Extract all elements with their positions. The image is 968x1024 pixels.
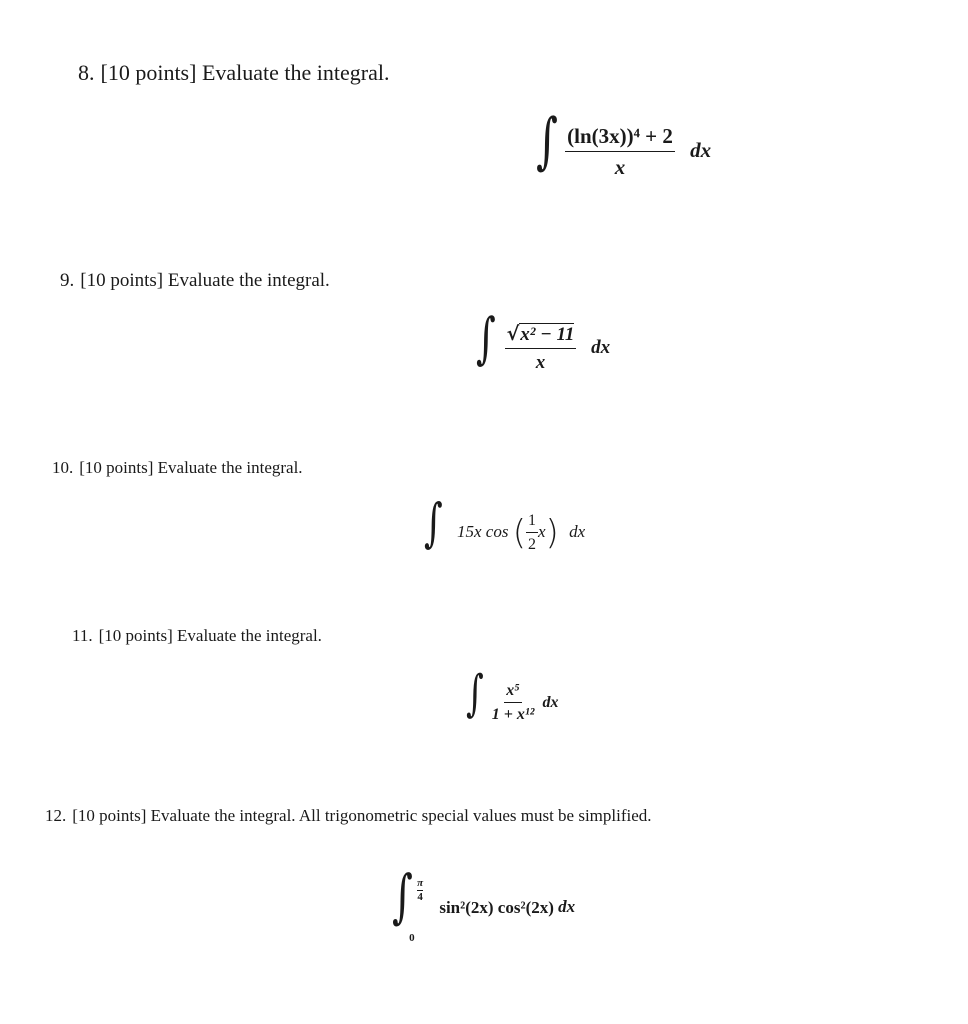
denominator: 2 — [528, 536, 536, 554]
integral-expression-11 — [466, 665, 559, 724]
integral-expression-10 — [424, 493, 586, 554]
upper-limit-numerator: π — [417, 877, 424, 890]
denominator: 1 + x¹² — [491, 706, 535, 724]
integral-limits — [409, 877, 431, 945]
problem-text: [10 points] Evaluate the integral. — [98, 626, 322, 645]
integrand: sin²(2x) cos²(2x) — [439, 898, 554, 918]
problem-8-prompt — [78, 60, 389, 86]
problem-number: 8. — [78, 60, 95, 85]
fraction — [526, 512, 538, 554]
problem-10-prompt — [52, 458, 303, 478]
integral-sign: ∫ — [536, 104, 558, 176]
integral-sign: ∫ — [476, 306, 496, 370]
radical-sign: √ — [506, 323, 520, 346]
differential: dx — [569, 522, 586, 541]
integral-sign: ∫ — [466, 665, 484, 724]
numerator: x⁵ — [504, 682, 522, 703]
problem-text: [10 points] Evaluate the integral. — [80, 270, 330, 291]
problem-12-prompt — [45, 806, 652, 826]
problem-text: [10 points] Evaluate the integral. All trigonometric special values must be simplified. — [72, 806, 652, 825]
problem-text: [10 points] Evaluate the integral. — [79, 458, 303, 477]
integral-expression-9 — [476, 306, 611, 374]
denominator: x — [614, 155, 626, 180]
upper-limit-denominator: 4 — [417, 891, 423, 904]
upper-limit — [417, 878, 423, 903]
differential: dx — [690, 138, 712, 162]
differential: dx — [558, 897, 576, 916]
variable: x — [538, 522, 546, 541]
left-paren: ( — [512, 513, 526, 554]
integral-expression-8 — [536, 104, 712, 180]
numerator: (ln(3x))⁴ + 2 — [565, 124, 675, 152]
fraction — [565, 124, 675, 180]
problem-9-prompt — [60, 270, 330, 292]
problem-number: 12. — [45, 806, 67, 825]
fraction — [505, 323, 577, 374]
problem-11-prompt — [72, 626, 322, 646]
numerator: 1 — [526, 512, 538, 533]
fraction — [492, 682, 535, 724]
right-paren: ) — [545, 513, 559, 554]
differential: dx — [591, 337, 611, 358]
lower-limit: 0 — [409, 932, 415, 945]
integral-sign: ∫ — [392, 863, 413, 931]
denominator: x — [535, 352, 546, 374]
integral-expression-12 — [392, 863, 576, 945]
problem-number: 11. — [72, 626, 93, 645]
integral-sign: ∫ — [424, 493, 443, 554]
differential: dx — [542, 694, 559, 711]
problem-number: 10. — [52, 458, 74, 477]
problem-text: [10 points] Evaluate the integral. — [100, 60, 390, 85]
radicand: x² − 11 — [520, 324, 575, 346]
coefficient-and-function: 15x cos — [457, 522, 509, 541]
numerator — [505, 323, 577, 349]
problem-number: 9. — [60, 270, 75, 291]
